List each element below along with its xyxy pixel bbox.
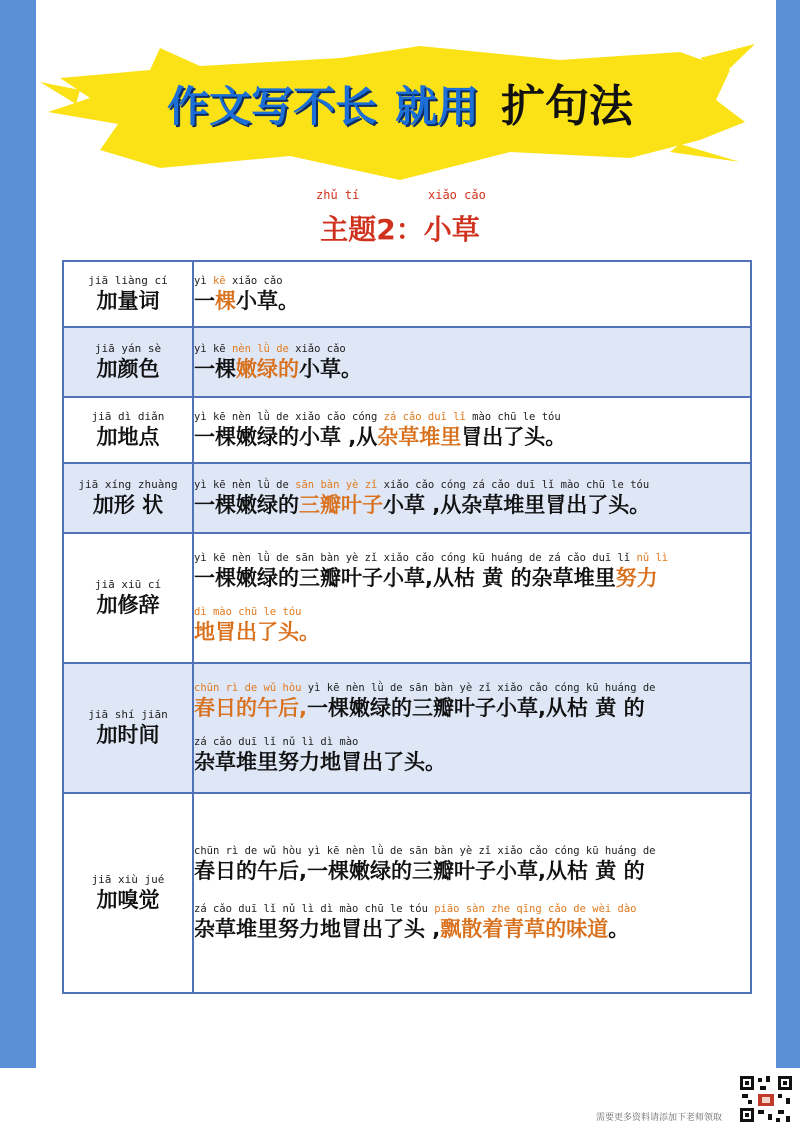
label-pinyin: jiā liàng cí: [88, 274, 168, 287]
sentence-pinyin: yì kē nèn lǜ de xiǎo cǎo: [194, 343, 346, 355]
row-content: [193, 397, 751, 463]
label-pinyin: jiā xiū cí: [94, 578, 162, 591]
title-part-1: 作文写不长: [166, 82, 377, 131]
row-label: [63, 663, 193, 793]
label-text: 加量词: [96, 289, 160, 313]
row-label: [63, 327, 193, 397]
subtitle: [0, 188, 800, 248]
label-text: 加时间: [96, 723, 160, 747]
row-content: [193, 793, 751, 993]
label-text: 加地点: [96, 425, 160, 449]
table-row: [63, 663, 751, 793]
label-pinyin: jiā dì diǎn: [91, 410, 165, 423]
sentence-pinyin: yì kē xiǎo cǎo: [194, 275, 283, 287]
sentence-text: 一棵嫩绿的三瓣叶子小草,从枯 黄 的杂草堆里努力: [194, 566, 658, 590]
sentence-text: 一棵嫩绿的三瓣叶子小草 ,从杂草堆里冒出了头。: [194, 493, 651, 517]
sentence-line: [194, 605, 750, 645]
sentence-text: 杂草堆里努力地冒出了头 ,飘散着青草的味道。: [194, 917, 630, 941]
row-label: [63, 533, 193, 663]
footer-note: 需要更多资料请添加下老师领取: [596, 1113, 723, 1123]
sentence-text: 杂草堆里努力地冒出了头。: [194, 750, 446, 774]
label-text: 加修辞: [96, 593, 160, 617]
table-row: [63, 463, 751, 533]
expansion-table: [62, 260, 752, 994]
sentence-line: [194, 902, 750, 942]
row-label: [63, 463, 193, 533]
right-blue-frame: [776, 0, 800, 1068]
table-row: [63, 793, 751, 993]
sentence-line: [194, 735, 750, 775]
label-text: 加颜色: [96, 357, 160, 381]
page-title: [0, 70, 800, 134]
sentence-pinyin: yì kē nèn lǜ de sān bàn yè zǐ xiǎo cǎo cóng kū huáng de zá cǎo duī lǐ nǔ lì: [194, 552, 669, 564]
sentence-pinyin: chūn rì de wǔ hòu yì kē nèn lǜ de sān bàn yè zǐ xiǎo cǎo cóng kū huáng de: [194, 682, 656, 694]
table-row: [63, 397, 751, 463]
sentence-text: 一棵嫩绿的小草。: [194, 357, 362, 381]
row-content: [193, 663, 751, 793]
qr-code-icon[interactable]: [738, 1074, 794, 1124]
table-row: [63, 261, 751, 327]
sentence-text: 春日的午后,一棵嫩绿的三瓣叶子小草,从枯 黄 的: [194, 696, 645, 720]
row-content: [193, 533, 751, 663]
label-text: 加嗅觉: [96, 888, 160, 912]
sentence-pinyin: dì mào chū le tóu: [194, 606, 302, 618]
subtitle-pinyin-2: xiǎo cǎo: [428, 188, 486, 202]
left-blue-frame: [0, 0, 36, 1068]
sentence-line: [194, 274, 750, 314]
subtitle-pinyin: [0, 188, 800, 206]
sentence-line: [194, 681, 750, 721]
sentence-pinyin: chūn rì de wǔ hòu yì kē nèn lǜ de sān bàn yè zǐ xiǎo cǎo cóng kū huáng de: [194, 845, 656, 857]
label-pinyin: jiā xíng zhuàng: [78, 478, 178, 491]
table-row: [63, 327, 751, 397]
sentence-text: 春日的午后,一棵嫩绿的三瓣叶子小草,从枯 黄 的: [194, 859, 645, 883]
table-row: [63, 533, 751, 663]
label-pinyin: jiā yán sè: [94, 342, 162, 355]
sentence-pinyin: zá cǎo duī lǐ nǔ lì dì mào: [194, 736, 359, 748]
sentence-pinyin: yì kē nèn lǜ de xiǎo cǎo cóng zá cǎo duī lǐ mào chū le tóu: [194, 411, 561, 423]
sentence-line: [194, 478, 750, 518]
subtitle-pinyin-1: zhǔ tí: [316, 188, 360, 202]
row-label: [63, 261, 193, 327]
row-content: [193, 327, 751, 397]
sentence-line: [194, 342, 750, 382]
row-content: [193, 261, 751, 327]
sentence-text: 一棵嫩绿的小草 ,从杂草堆里冒出了头。: [194, 425, 567, 449]
sentence-text: 地冒出了头。: [194, 620, 320, 644]
sentence-line: [194, 551, 750, 591]
sentence-text: 一棵小草。: [194, 289, 299, 313]
sentence-pinyin: yì kē nèn lǜ de sān bàn yè zǐ xiǎo cǎo cóng zá cǎo duī lǐ mào chū le tóu: [194, 479, 650, 491]
label-pinyin: jiā xiù jué: [91, 873, 165, 886]
row-label: [63, 793, 193, 993]
sentence-pinyin: zá cǎo duī lǐ nǔ lì dì mào chū le tóu piāo sàn zhe qīng cǎo de wèi dào: [194, 903, 637, 915]
sentence-line: [194, 410, 750, 450]
label-pinyin: jiā shí jiān: [88, 708, 168, 721]
label-text: 加形 状: [92, 493, 164, 517]
subtitle-text: 主题2：小草: [320, 213, 480, 246]
title-part-3: 扩句法: [501, 81, 634, 132]
title-part-2: 就用: [395, 82, 480, 131]
sentence-line: [194, 844, 750, 884]
row-label: [63, 397, 193, 463]
row-content: [193, 463, 751, 533]
